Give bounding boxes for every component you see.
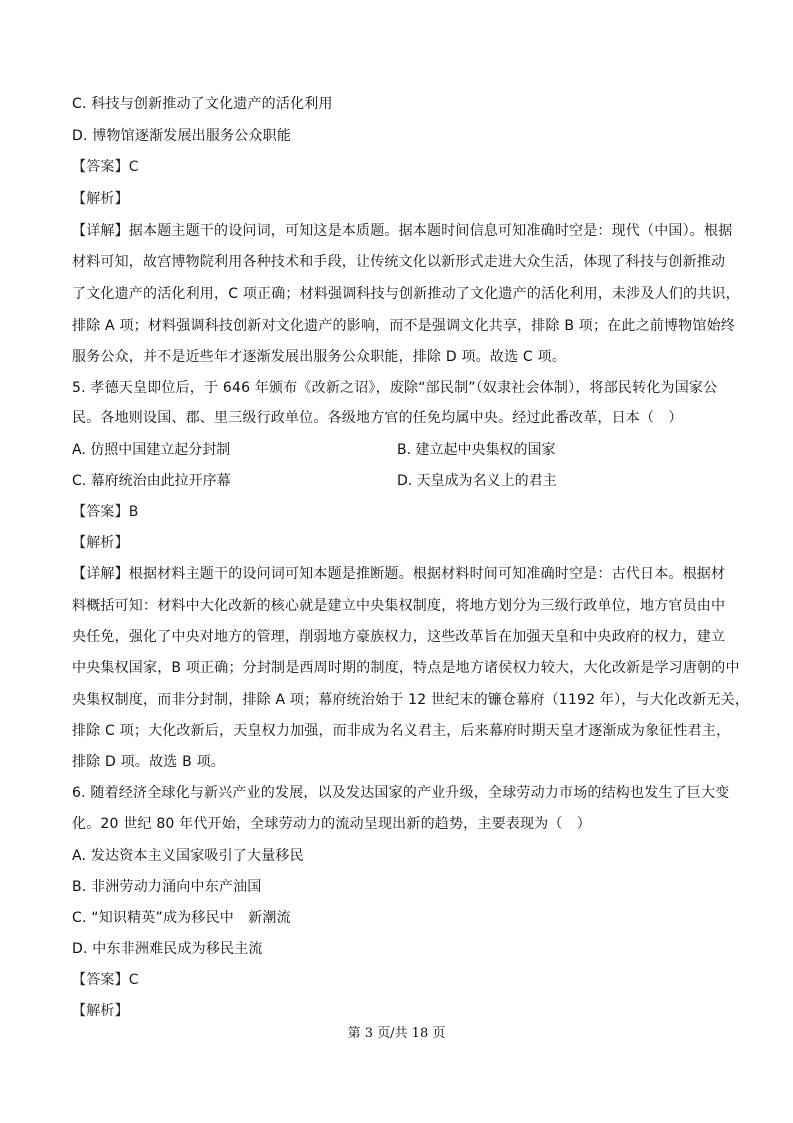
q5-option-a: A. 仿照中国建立起分封制 bbox=[72, 442, 231, 458]
q4-answer: 【答案】C bbox=[72, 159, 139, 175]
q6-stem-line: 6. 随着经济全球化与新兴产业的发展，以及发达国家的产业升级，全球劳动力市场的结构也发生了巨大变 bbox=[72, 785, 730, 801]
q5-option-b: B. 建立起中央集权的国家 bbox=[397, 442, 556, 458]
q5-options-row-1 bbox=[72, 440, 722, 460]
q4-analysis-label: 【解析】 bbox=[72, 191, 129, 207]
q5-detail-line: 排除 C 项；大化改新后，天皇权力加强，而非成为名义君主，后来幕府时期天皇才逐渐成为象征性君主， bbox=[72, 723, 731, 739]
q5-detail-line: 排除 D 项。故选 B 项。 bbox=[72, 754, 225, 770]
q5-answer: 【答案】B bbox=[72, 504, 139, 520]
q4-detail-line: 了文化遗产的活化利用，C 项正确；材料强调科技与创新推动了文化遗产的活化利用，未涉及人们的共识， bbox=[72, 286, 740, 302]
q5-detail-line: 料概括可知：材料中大化改新的核心就是建立中央集权制度，将地方划分为三级行政单位，地方官员由中 bbox=[72, 598, 726, 614]
q4-option-c: C. 科技与创新推动了文化遗产的活化利用 bbox=[72, 96, 333, 112]
page-number-footer: 第 3 页/共 18 页 bbox=[347, 1026, 446, 1041]
q5-detail-line: 中央集权国家，B 项正确；分封制是西周时期的制度，特点是地方诸侯权力较大，大化改新是学习唐朝的中 bbox=[72, 660, 740, 676]
q6-option-d: D. 中东非洲难民成为移民主流 bbox=[72, 941, 263, 957]
q5-analysis-label: 【解析】 bbox=[72, 535, 129, 551]
q5-stem-line: 民。各地则设国、郡、里三级行政单位。各级地方官的任免均属中央。经过此番改革，日本（ ） bbox=[72, 410, 683, 426]
q4-detail-line: 服务公众，并不是近些年才逐渐发展出服务公众职能，排除 D 项。故选 C 项。 bbox=[72, 349, 566, 365]
q5-detail-line: 央集权制度，而非分封制，排除 A 项；幕府统治始于 12 世纪末的镰仓幕府（1192 年），与大化改新无关， bbox=[72, 692, 750, 708]
q5-detail-line: 央任免，强化了中央对地方的管理，削弱地方豪族权力，这些改革旨在加强天皇和中央政府的权力，建立 bbox=[72, 629, 726, 645]
q6-analysis-label: 【解析】 bbox=[72, 1003, 129, 1019]
q5-detail-line: 【详解】根据材料主题干的设问词可知本题是推断题。根据材料时间可知准确时空是：古代日本。根据材 bbox=[72, 566, 726, 582]
q4-option-d: D. 博物馆逐渐发展出服务公众职能 bbox=[72, 128, 292, 144]
q6-option-a: A. 发达资本主义国家吸引了大量移民 bbox=[72, 848, 304, 864]
q5-option-d: D. 天皇成为名义上的君主 bbox=[397, 473, 557, 489]
q6-answer: 【答案】C bbox=[72, 972, 139, 988]
q4-detail-line: 材料可知，故宫博物院利用各种技术和手段，让传统文化以新形式走进大众生活，体现了科技与创新推动 bbox=[72, 254, 726, 270]
q6-option-b: B. 非洲劳动力涌向中东产油国 bbox=[72, 879, 262, 895]
q6-stem-line: 化。20 世纪 80 年代开始，全球劳动力的流动呈现出新的趋势，主要表现为（ ） bbox=[72, 816, 591, 832]
q5-option-c: C. 幕府统治由此拉开序幕 bbox=[72, 473, 231, 489]
q4-detail-line: 【详解】据本题主题干的设问词，可知这是本质题。据本题时间信息可知准确时空是：现代（中国）。根据 bbox=[72, 223, 733, 239]
q5-options-row-2 bbox=[72, 471, 722, 491]
q5-stem-line: 5. 孝德天皇即位后，于 646 年颁布《改新之诏》，废除“部民制”（奴隶社会体制），将部民转化为国家公 bbox=[72, 380, 718, 396]
q4-detail-line: 排除 A 项；材料强调科技创新对文化遗产的影响，而不是强调文化共享，排除 B 项；在此之前博物馆始终 bbox=[72, 318, 735, 334]
q6-option-c: C. “知识精英”成为移民中 新潮流 bbox=[72, 910, 291, 926]
